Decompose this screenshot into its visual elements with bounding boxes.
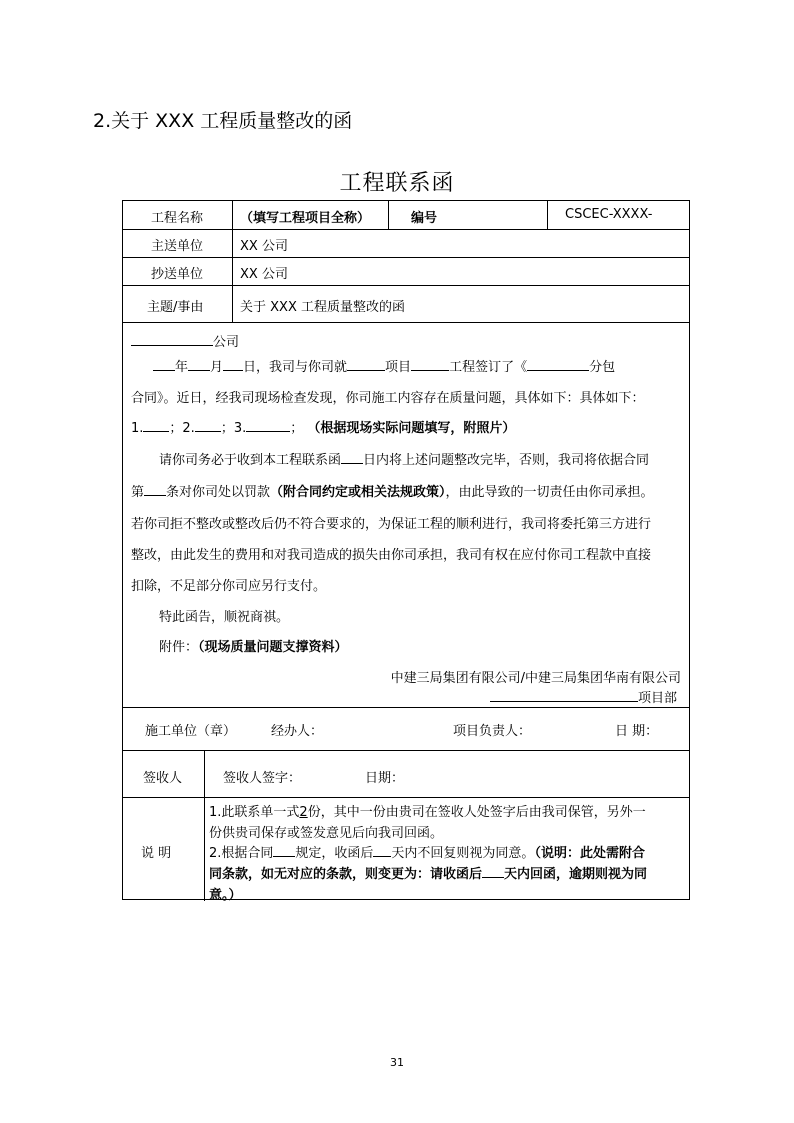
row-divider — [123, 322, 689, 323]
blank-field — [131, 331, 213, 346]
signature-dept: 项目部 — [490, 687, 677, 706]
blank-field — [373, 842, 391, 857]
page-number: 31 — [390, 1056, 404, 1069]
signature-company: 中建三局集团有限公司/中建三局集团华南有限公司 — [390, 671, 681, 686]
attachment-line: 附件：（现场质量问题支撑资料） — [159, 640, 348, 655]
project-name-value: （填写工程项目全称） — [240, 211, 371, 226]
note-line-5: 意。） — [209, 888, 242, 903]
blank-field — [195, 417, 221, 432]
row-divider — [123, 797, 689, 798]
body-line-3: 1. ；2. ；3. ； （根据现场实际问题填写，附照片） — [131, 417, 515, 436]
body-line-5: 第 条对你司处以罚款（附合同约定或相关法规政策），由此导致的一切责任由你司承担。 — [131, 481, 654, 500]
note-line-4: 同条款，如无对应的条款，则变更为：请收函后 天内回函，逾期则视为同 — [209, 863, 647, 882]
cc-label: 抄送单位 — [151, 267, 204, 282]
main-recipient-value: XX 公司 — [240, 239, 288, 254]
col-divider — [232, 201, 233, 322]
body-line-4: 请你司务必于收到本工程联系函 日内将上述问题整改完毕，否则，我司将依据合同 — [159, 449, 649, 468]
blank-field — [490, 687, 638, 702]
blank-field — [143, 417, 169, 432]
blank-field — [482, 863, 504, 878]
blank-field — [144, 481, 166, 496]
receiver-sign-label: 签收人签字： — [223, 771, 302, 786]
note-line-2: 份供贵司保存或签发意见后向我司回函。 — [209, 826, 444, 841]
project-name-label: 工程名称 — [151, 211, 204, 226]
project-manager-label: 项目负责人： — [453, 724, 532, 739]
col-divider — [204, 750, 205, 901]
col-divider — [547, 201, 548, 229]
note-line-1: 1.此联系单一式2份，其中一份由贵司在签收人处签字后由我司保管，另外一 — [209, 805, 646, 820]
body-line-2: 合同》。近日，经我司现场检查发现，你司施工内容存在质量问题，具体如下：具体如下： — [131, 391, 645, 406]
row-divider — [123, 229, 689, 230]
main-recipient-label: 主送单位 — [151, 239, 204, 254]
body-company-line: 公司 — [131, 331, 239, 350]
body-line-8: 扣除，不足部分你司应另行支付。 — [131, 579, 327, 594]
closing-line: 特此函告，顺祝商祺。 — [159, 610, 290, 625]
row-divider — [123, 707, 689, 708]
contractor-seal-label: 施工单位（章） — [145, 724, 237, 739]
blank-field — [341, 449, 363, 464]
receiver-label: 签收人 — [143, 771, 183, 786]
blank-field — [527, 356, 589, 371]
blank-field — [153, 356, 175, 371]
document-title: 工程联系函 — [339, 171, 455, 196]
row-divider — [123, 257, 689, 258]
blank-field — [246, 417, 290, 432]
subject-value: 关于 XXX 工程质量整改的函 — [240, 300, 405, 315]
body-line-6: 若你司拒不整改或整改后仍不符合要求的，为保证工程的顺利进行，我司将委托第三方进行 — [131, 517, 652, 532]
blank-field — [273, 842, 295, 857]
note-line-3: 2.根据合同 规定，收函后 天内不回复则视为同意。（说明：此处需附合 — [209, 842, 645, 861]
date-label: 日 期： — [615, 724, 659, 739]
blank-field — [411, 356, 449, 371]
body-line-7: 整改，由此发生的费用和对我司造成的损失由你司承担，我司有权在应付你司工程款中直接 — [131, 548, 652, 563]
body-line-1: 年 月 日，我司与你司就 项目 工程签订了《 分包 — [153, 356, 615, 375]
blank-field — [223, 356, 243, 371]
row-divider — [123, 285, 689, 286]
blank-field — [188, 356, 210, 371]
handler-label: 经办人： — [271, 724, 324, 739]
contact-letter-form — [122, 200, 690, 903]
number-label: 编号 — [411, 211, 438, 226]
notes-label: 说 明 — [141, 846, 172, 861]
blank-field — [347, 356, 385, 371]
receiver-date-label: 日期： — [365, 771, 405, 786]
row-divider — [123, 750, 689, 751]
section-title: 2.关于 XXX 工程质量整改的函 — [93, 110, 353, 132]
number-value: CSCEC-XXXX- — [565, 207, 653, 222]
col-divider — [388, 201, 389, 229]
subject-label: 主题/事由 — [147, 300, 204, 315]
cc-value: XX 公司 — [240, 267, 288, 282]
